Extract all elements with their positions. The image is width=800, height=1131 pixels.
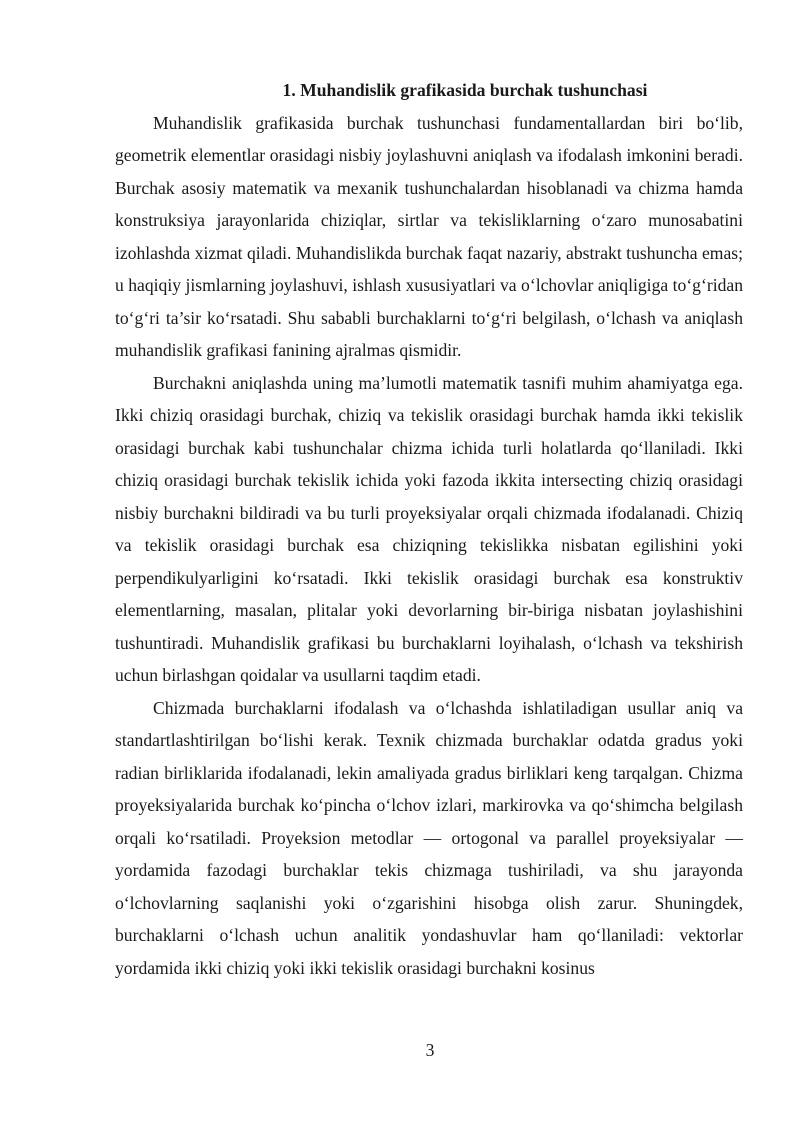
paragraph-1: Muhandislik grafikasida burchak tushunchasi fundamentallardan biri bo‘lib, geometrik elementlar orasidagi nisbiy joylashuvni aniqlash va ifodalash imkonini beradi. Burchak asosiy matematik va mexanik tushunchalardan hisoblanadi va chizma hamda konstruksiya jarayonlarida chiziqlar, sirtlar va tekisliklarning o‘zaro munosabatini izohlashda xizmat qiladi. Muhandislikda burchak faqat nazariy, abstrakt tushuncha emas; u haqiqiy jismlarning joylashuvi, ishlash xususiyatlari va o‘lchovlar aniqligiga to‘g‘ridan to‘g‘ri ta’sir ko‘rsatadi. Shu sababli burchaklarni to‘g‘ri belgilash, o‘lchash va aniqlash muhandislik grafikasi fanining ajralmas qismidir. — [115, 112, 743, 360]
paragraph-2: Burchakni aniqlashda uning ma’lumotli matematik tasnifi muhim ahamiyatga ega. Ikki chiziq orasidagi burchak, chiziq va tekislik orasidagi burchak hamda ikki tekislik orasidagi burchak kabi tushunchalar chizma ichida turli holatlarda qo‘llaniladi. Ikki chiziq orasidagi burchak tekislik ichida yoki fazoda ikkita intersecting chiziq orasidagi nisbiy burchakni bildiradi va bu turli proyeksiyalar orqali chizmada ifodalanadi. Chiziq va tekislik orasidagi burchak esa chiziqning tekislikka nisbatan egilishini yoki perpendikulyarligini ko‘rsatadi. Ikki tekislik orasidagi burchak esa konstruktiv elementlarning, masalan, plitalar yoki devorlarning bir-biriga nisbatan joylashishini tushuntiradi. Muhandislik grafikasi bu burchaklarni loyihalash, o‘lchash va tekshirish uchun birlashgan qoidalar va usullarni taqdim etadi. — [115, 372, 743, 685]
page-number: 3 — [425, 1040, 435, 1060]
document-body — [115, 74, 743, 984]
paragraph-3: Chizmada burchaklarni ifodalash va o‘lchashda ishlatiladigan usullar aniq va standartlashtirilgan bo‘lishi kerak. Texnik chizmada burchaklar odatda gradus yoki radian birliklarida ifodalanadi, lekin amaliyada gradus birliklari keng tarqalgan. Chizma proyeksiyalarida burchak ko‘pincha o‘lchov izlari, markirovka va qo‘shimcha belgilash orqali ko‘rsatiladi. Proyeksion metodlar — ortogonal va parallel proyeksiyalar — yordamida fazodagi burchaklar tekis chizmaga tushiriladi, va shu jarayonda o‘lchovlarning saqlanishi yoki o‘zgarishini hisobga olish zarur. Shuningdek, burchaklarni o‘lchash uchun analitik yondashuvlar ham qo‘llaniladi: vektorlar yordamida ikki chiziq yoki ikki tekislik orasidagi burchakni kosinus — [115, 697, 743, 978]
section-heading: 1. Muhandislik grafikasida burchak tushunchasi — [282, 80, 648, 100]
